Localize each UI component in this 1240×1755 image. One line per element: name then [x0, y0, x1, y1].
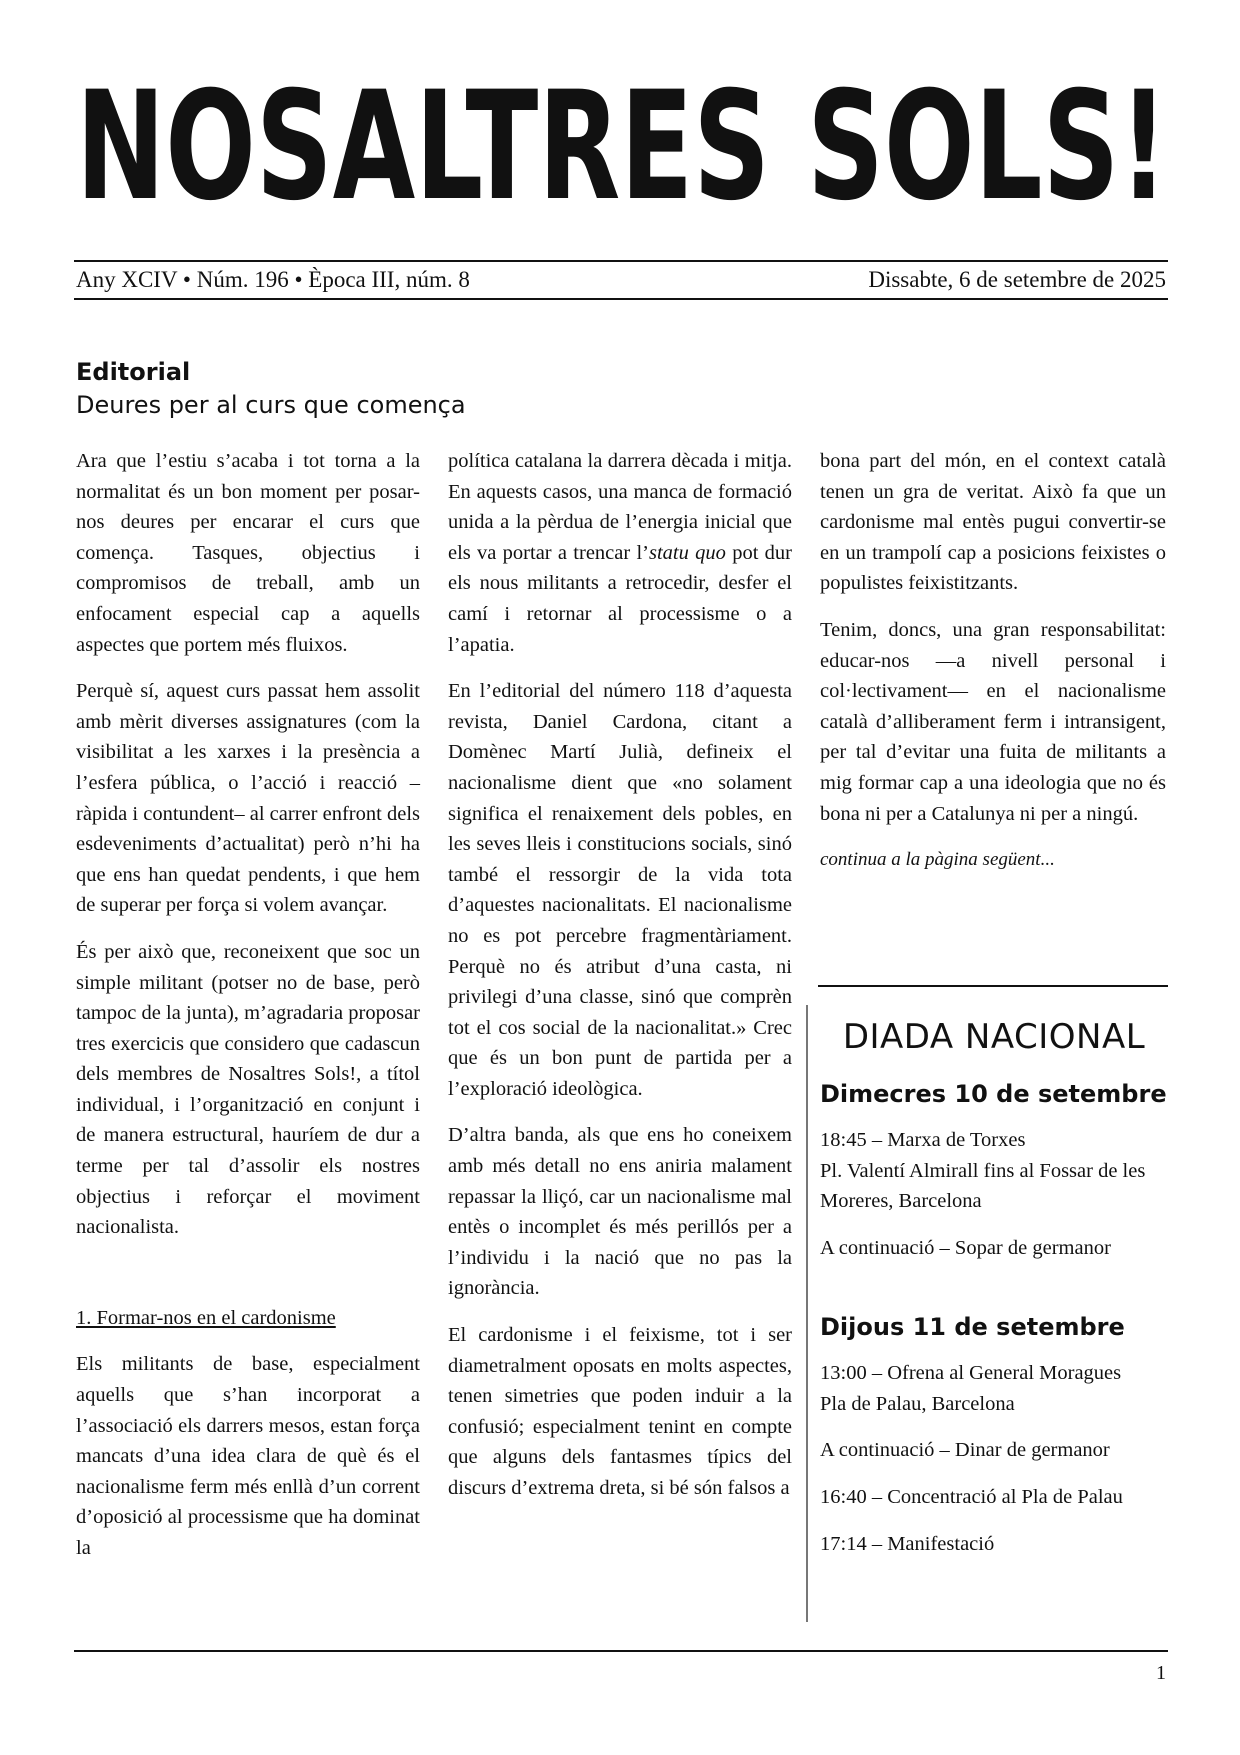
event-time: 13:00 – Ofrena al General Moragues [820, 1362, 1122, 1385]
paragraph: En l’editorial del número 118 d’aquesta revista, Daniel Cardona, citant a Domènec Martí Julià, defineix el nacionalisme dient que «no solament significa el renaixement dels pobles, en les seves lleis i constitucions socials, sinó també el ressorgir de la vida tota d’aquestes nacionalitats. El nacionalisme no es pot percebre fragmentàriament. Perquè no és atribut d’una casta, ni privilegi d’una classe, sinó que comprèn tot el cos social de la nacionalitat.» Crec que és un bon punt de partida per a l’exploració ideològica. [448, 680, 792, 1100]
article-column-2 [448, 446, 792, 1520]
issue-number: Any XCIV • Núm. 196 • Època III, núm. 8 [76, 267, 470, 292]
paragraph: El cardonisme i el feixisme, tot i ser diametralment oposats en molts aspectes, tenen simetries que poden induir a la confusió; especialment tenint en compte que alguns dels fantasmes típics del discurs d’extrema dreta, si bé són falsos a [448, 1324, 792, 1499]
section-title: Editorial [76, 358, 191, 386]
masthead-logo-svg [76, 70, 1176, 230]
sidebar-divider [806, 1005, 808, 1622]
event-place: Pl. Valentí Almirall fins al Fossar de les Moreres, Barcelona [820, 1159, 1146, 1213]
paragraph: És per això que, reconeixent que soc un simple militant (potser no de base, però tampoc de la junta), m’agradaria proposar tres exercicis que considero que cadascun dels membres de Nosaltres Sols!, a títol individual, i l’organització en conjunt i de manera estructural, hauríem de dur a terme per tal d’assolir els nostres objectius i reforçar el moviment nacionalista. [76, 940, 420, 1239]
paragraph: Els militants de base, especialment aquells que s’han incorporat a l’associació els darrers mesos, estan força mancats d’una idea clara de què és el nacionalisme ferm més enllà d’un corrent d’oposició al processisme que ha dominat la [76, 1353, 420, 1559]
event-item: 16:40 – Concentració al Pla de Palau [820, 1485, 1123, 1508]
sidebar-title: DIADA NACIONAL [842, 1017, 1146, 1057]
page-number: 1 [1156, 1662, 1166, 1684]
editorial-header [76, 356, 466, 422]
event-item: A continuació – Dinar de germanor [820, 1439, 1110, 1462]
text-run: pot dur els nous militants a retrocedir, desfer el camí i retornar al processisme o a l’apatia. [448, 541, 792, 656]
masthead-logo [76, 70, 1176, 230]
paragraph: bona part del món, en el context català tenen un gra de veritat. Això fa que un cardonisme mal entès pugui convertir-se en un trampolí cap a posicions feixistes o populistes feixistitzants. [820, 450, 1166, 595]
text-run: política catalana la darrera dècada i mitja. En aquests casos, una manca de formació unida a la pèrdua de l’energia inicial que els va portar a trencar l’ [448, 450, 792, 564]
paragraph: D’altra banda, als que ens ho coneixem amb més detall no ens aniria malament repassar la lliçó, car un nacionalisme mal entès o incomplet és més perillós per a l’individu i la nació que no pas la ignorància. [448, 1124, 792, 1300]
divider [818, 985, 1168, 987]
day-heading: Dijous 11 de setembre [820, 1312, 1125, 1341]
footer-rule [74, 1650, 1168, 1652]
paragraph: Ara que l’estiu s’acaba i tot torna a la normalitat és un bon moment per posar-nos deures per encarar el curs que comença. Tasques, objectius i compromisos de treball, amb un enfocament especial cap a aquells aspectes que portem més fluixos. [76, 450, 420, 656]
event-time: 18:45 – Marxa de Torxes [820, 1129, 1026, 1152]
event-place: Pla de Palau, Barcelona [820, 1392, 1015, 1415]
masthead-title: NOSALTRES SOLS! [76, 70, 1168, 230]
issue-date: Dissabte, 6 de setembre de 2025 [868, 267, 1166, 292]
paragraph: Tenim, doncs, una gran responsabilitat: educar-nos —a nivell personal i col·lectivament— en el nacionalisme català d’alliberament ferm i intransigent, per tal d’evitar una fuita de militants a mig formar cap a una ideologia que no és bona ni per a Catalunya ni per a ningú. [820, 618, 1166, 825]
italic-term: statu quo [649, 541, 726, 564]
issue-bar [74, 260, 1168, 300]
event-item: A continuació – Sopar de germanor [820, 1236, 1111, 1259]
spacer [820, 1280, 1168, 1312]
subsection-heading: 1. Formar-nos en el cardonisme [76, 1306, 336, 1329]
paragraph: Perquè sí, aquest curs passat hem assolit amb mèrit diverses assignatures (com la visibilitat a les xarxes i la presència a l’esfera pública, o l’acció i reacció –ràpida i contundent– al carrer enfront dels esdeveniments d’actualitat) però n’hi ha que ens han quedat pendents, i que hem de superar per força si volem avançar. [76, 680, 420, 917]
day-heading: Dimecres 10 de setembre [820, 1079, 1167, 1108]
continued-link[interactable]: continua a la pàgina següent... [820, 849, 1055, 871]
article-column-1 [76, 446, 420, 1580]
diada-sidebar [820, 1016, 1168, 1575]
paragraph [448, 446, 792, 660]
event-item: 17:14 – Manifestació [820, 1532, 995, 1555]
article-title: Deures per al curs que comença [76, 391, 466, 419]
article-column-3 [820, 446, 1166, 892]
